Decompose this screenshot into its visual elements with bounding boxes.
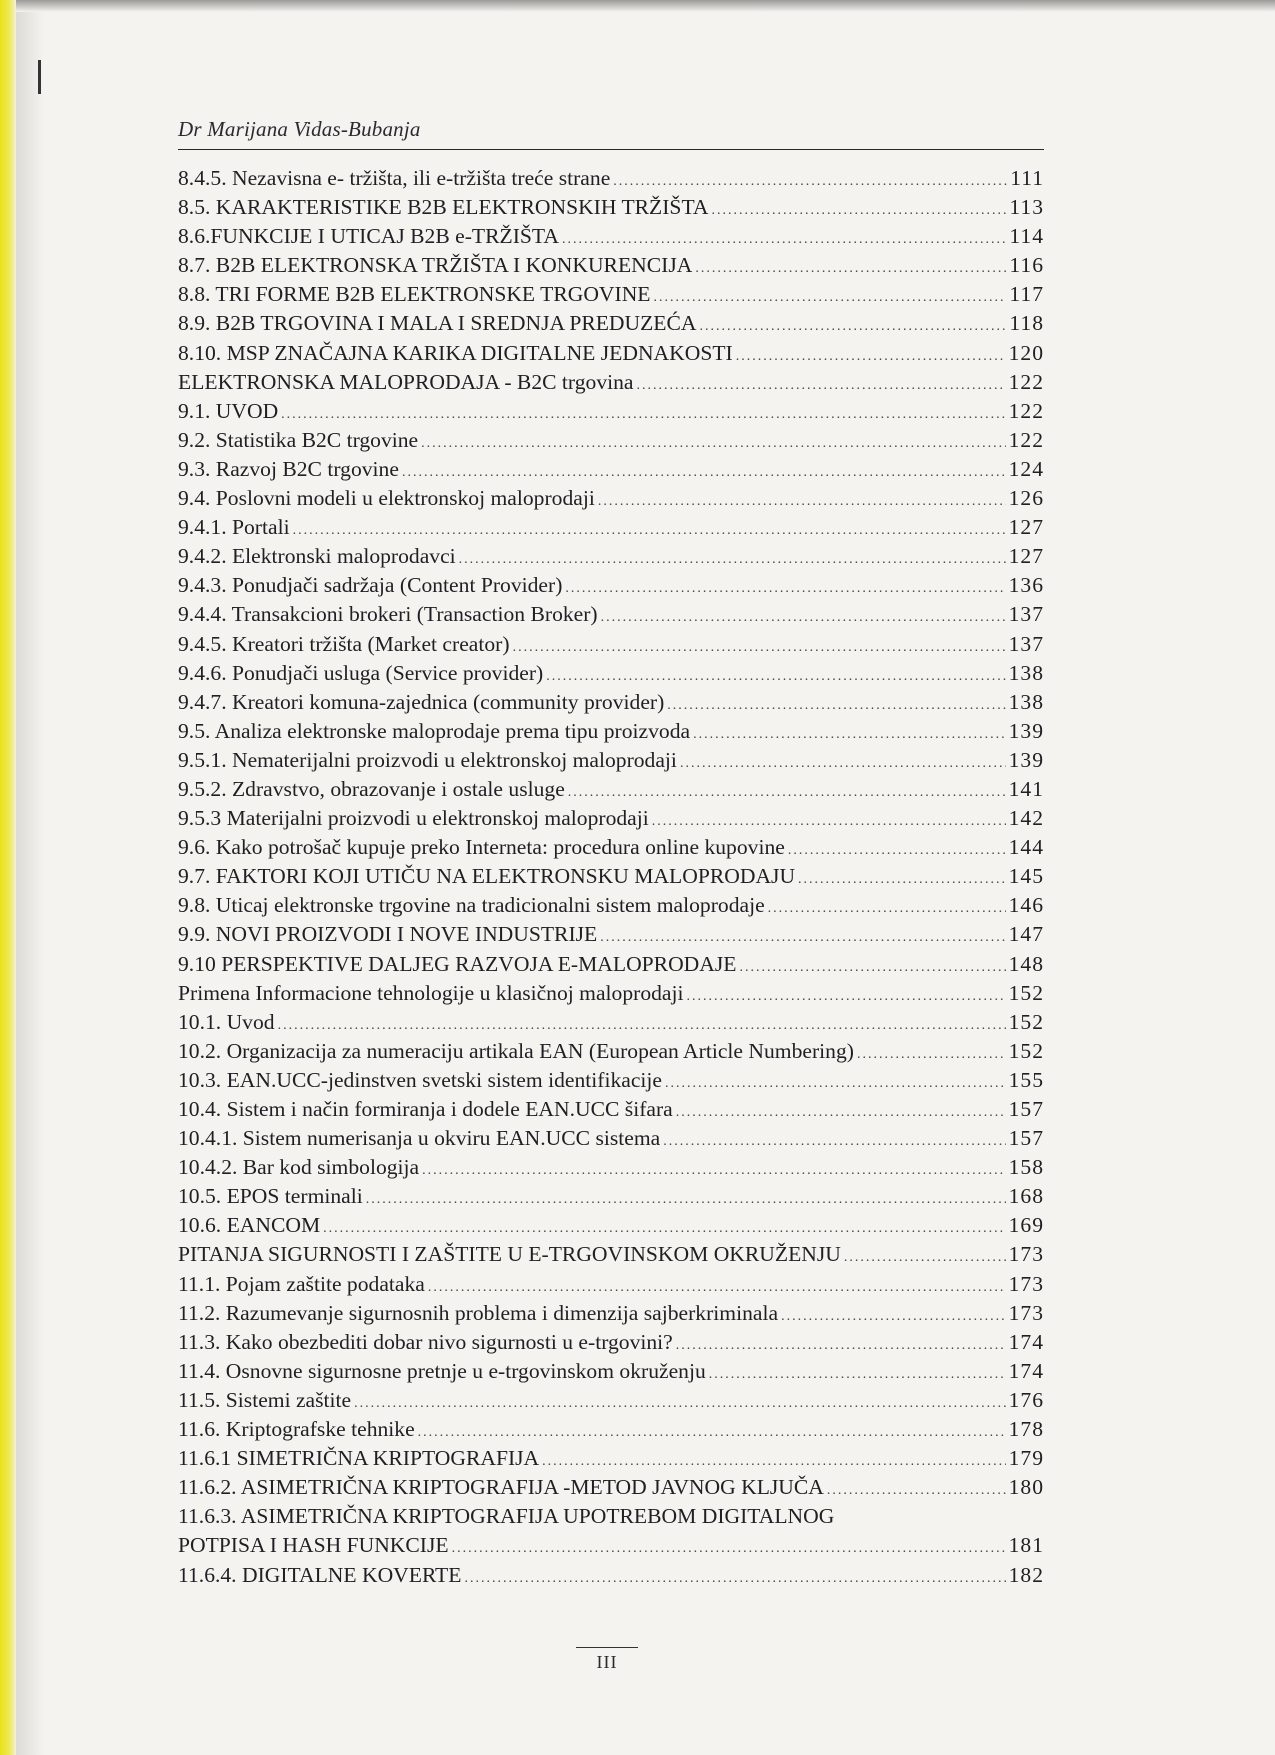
dot-leader bbox=[323, 1211, 1005, 1243]
dot-leader bbox=[663, 1124, 1005, 1156]
toc-entry bbox=[178, 891, 1044, 920]
toc-entry-page: 179 bbox=[1008, 1446, 1044, 1471]
dot-leader bbox=[600, 920, 1005, 952]
header-author: Dr Marijana Vidas-Bubanja bbox=[178, 117, 421, 141]
running-header bbox=[178, 115, 1044, 150]
dot-leader bbox=[680, 746, 1006, 778]
toc-entry-page: 173 bbox=[1008, 1300, 1044, 1325]
toc-entry-title: 8.5. KARAKTERISTIKE B2B ELEKTRONSKIH TRŽIŠTA bbox=[178, 195, 709, 220]
toc-entry-title: 10.4.2. Bar kod simbologija bbox=[178, 1155, 420, 1180]
dot-leader bbox=[513, 630, 1006, 662]
toc-entry bbox=[178, 950, 1044, 979]
toc-entry-page: 118 bbox=[1009, 311, 1044, 336]
binding-shadow bbox=[16, 12, 44, 1755]
toc-entry bbox=[178, 688, 1044, 717]
toc-entry-title: 11.6.1 SIMETRIČNA KRIPTOGRAFIJA bbox=[178, 1446, 540, 1471]
toc-entry bbox=[178, 862, 1044, 891]
toc-entry-title: 9.3. Razvoj B2C trgovine bbox=[178, 456, 399, 481]
dot-leader bbox=[695, 251, 1006, 283]
dot-leader bbox=[613, 164, 1007, 196]
toc-entry-title: 10.2. Organizacija za numeraciju artikala EAN (European Article Numbering) bbox=[178, 1038, 854, 1063]
toc-entry bbox=[178, 1066, 1044, 1095]
toc-entry bbox=[178, 1008, 1044, 1037]
dot-leader bbox=[421, 426, 1005, 458]
yellow-edge-strip bbox=[0, 0, 16, 1755]
toc-entry bbox=[178, 1153, 1044, 1182]
toc-entry-title: 9.4.4. Transakcioni brokeri (Transaction Broker) bbox=[178, 602, 598, 627]
toc-entry-page: 152 bbox=[1008, 1009, 1044, 1034]
toc-entry bbox=[178, 746, 1044, 775]
dot-leader bbox=[788, 833, 1006, 865]
toc-entry bbox=[178, 513, 1044, 542]
toc-entry-page: 138 bbox=[1008, 689, 1044, 714]
toc-entry-title: 10.6. EANCOM bbox=[178, 1213, 321, 1238]
toc-entry-title: 10.1. Uvod bbox=[178, 1009, 275, 1034]
toc-entry bbox=[178, 164, 1044, 193]
toc-entry-page: 178 bbox=[1008, 1417, 1044, 1442]
toc-entry-page: 138 bbox=[1008, 660, 1044, 685]
toc-entry-page: 139 bbox=[1008, 747, 1044, 772]
toc-entry-title: 8.8. TRI FORME B2B ELEKTRONSKE TRGOVINE bbox=[178, 282, 651, 307]
dot-leader bbox=[844, 1240, 1006, 1272]
dot-leader bbox=[542, 1444, 1005, 1476]
table-of-contents bbox=[178, 164, 1044, 1590]
toc-entry bbox=[178, 571, 1044, 600]
dot-leader bbox=[546, 659, 1005, 691]
toc-entry-page: 174 bbox=[1008, 1358, 1044, 1383]
dot-leader bbox=[709, 1357, 1006, 1389]
toc-entry-page: 113 bbox=[1009, 195, 1044, 220]
toc-entry-title: 9.8. Uticaj elektronske trgovine na tradicionalni sistem maloprodaje bbox=[178, 893, 765, 918]
toc-entry bbox=[178, 833, 1044, 862]
toc-entry-page: 141 bbox=[1008, 776, 1044, 801]
page-number: III bbox=[596, 1652, 618, 1672]
dot-leader bbox=[857, 1037, 1006, 1069]
dot-leader bbox=[418, 1415, 1006, 1447]
toc-entry-page: 147 bbox=[1008, 922, 1044, 947]
toc-entry-title: 9.6. Kako potrošač kupuje preko Interneta: procedura online kupovine bbox=[178, 835, 785, 860]
toc-entry-page: 117 bbox=[1009, 282, 1044, 307]
dot-leader bbox=[676, 1095, 1006, 1127]
toc-entry-page: 182 bbox=[1008, 1562, 1044, 1587]
toc-entry-page: 142 bbox=[1008, 806, 1044, 831]
dot-leader bbox=[676, 1328, 1006, 1360]
dot-leader bbox=[781, 1299, 1006, 1331]
dot-leader bbox=[736, 339, 1006, 371]
dot-leader bbox=[598, 484, 1006, 516]
footer-rule bbox=[576, 1647, 638, 1648]
toc-entry-page: 137 bbox=[1008, 602, 1044, 627]
dot-leader bbox=[667, 688, 1005, 720]
dot-leader bbox=[562, 222, 1006, 254]
toc-entry-title: 9.2. Statistika B2C trgovine bbox=[178, 427, 419, 452]
toc-entry-page: 137 bbox=[1008, 631, 1044, 656]
toc-entry-title: 10.3. EAN.UCC-jedinstven svetski sistem identifikacije bbox=[178, 1067, 662, 1092]
toc-entry-page: 158 bbox=[1008, 1155, 1044, 1180]
toc-entry-title: 8.6.FUNKCIJE I UTICAJ B2B e-TRŽIŠTA bbox=[178, 224, 559, 249]
toc-entry-page: 169 bbox=[1008, 1213, 1044, 1238]
dot-leader bbox=[693, 717, 1006, 749]
toc-entry-page: 181 bbox=[1008, 1533, 1044, 1558]
toc-entry-title: 8.7. B2B ELEKTRONSKA TRŽIŠTA I KONKURENCIJA bbox=[178, 253, 693, 278]
toc-entry-title: 9.7. FAKTORI KOJI UTIČU NA ELEKTRONSKU MALOPRODAJU bbox=[178, 864, 796, 889]
toc-entry-page: 152 bbox=[1008, 980, 1044, 1005]
toc-entry-page: 136 bbox=[1008, 573, 1044, 598]
toc-entry-title: Primena Informacione tehnologije u klasičnoj maloprodaji bbox=[178, 980, 684, 1005]
dot-leader bbox=[665, 1066, 1006, 1098]
toc-entry bbox=[178, 368, 1044, 397]
toc-entry bbox=[178, 659, 1044, 688]
toc-entry bbox=[178, 484, 1044, 513]
toc-entry-title: 11.4. Osnovne sigurnosne pretnje u e-trgovinskom okruženju bbox=[178, 1358, 706, 1383]
toc-entry-title: 9.4.3. Ponudjači sadržaja (Content Provider) bbox=[178, 573, 563, 598]
toc-entry bbox=[178, 717, 1044, 746]
toc-entry-title: 8.9. B2B TRGOVINA I MALA I SREDNJA PREDUZEĆA bbox=[178, 311, 697, 336]
toc-entry bbox=[178, 1095, 1044, 1124]
toc-entry bbox=[178, 1386, 1044, 1415]
toc-entry-title: 9.5.2. Zdravstvo, obrazovanje i ostale usluge bbox=[178, 776, 565, 801]
toc-entry bbox=[178, 455, 1044, 484]
toc-entry-title: POTPISA I HASH FUNKCIJE bbox=[178, 1533, 449, 1558]
dot-leader bbox=[354, 1386, 1005, 1418]
toc-entry-page: 176 bbox=[1008, 1387, 1044, 1412]
toc-entry-title: 11.6.2. ASIMETRIČNA KRIPTOGRAFIJA -METOD JAVNOG KLJUČA bbox=[178, 1475, 824, 1500]
toc-entry-title: 9.4.2. Elektronski maloprodavci bbox=[178, 544, 456, 569]
toc-entry bbox=[178, 600, 1044, 629]
toc-entry bbox=[178, 193, 1044, 222]
toc-entry bbox=[178, 1357, 1044, 1386]
binding-mark bbox=[38, 60, 41, 94]
dot-leader bbox=[366, 1182, 1006, 1214]
toc-entry-page: 120 bbox=[1008, 340, 1044, 365]
dot-leader bbox=[739, 950, 1005, 982]
toc-entry-page: 124 bbox=[1008, 456, 1044, 481]
toc-entry bbox=[178, 1270, 1044, 1299]
toc-entry bbox=[178, 630, 1044, 659]
toc-entry bbox=[178, 1328, 1044, 1357]
toc-entry-title: 11.3. Kako obezbediti dobar nivo sigurnosti u e-trgovini? bbox=[178, 1329, 673, 1354]
toc-entry bbox=[178, 1037, 1044, 1066]
dot-leader bbox=[768, 891, 1006, 923]
toc-entry-title: 11.1. Pojam zaštite podataka bbox=[178, 1271, 425, 1296]
dot-leader bbox=[452, 1531, 1006, 1563]
toc-entry-page: 152 bbox=[1008, 1038, 1044, 1063]
toc-entry-page: 174 bbox=[1008, 1329, 1044, 1354]
toc-entry bbox=[178, 979, 1044, 1008]
toc-entry-page: 168 bbox=[1008, 1184, 1044, 1209]
toc-entry bbox=[178, 542, 1044, 571]
toc-entry bbox=[178, 1182, 1044, 1211]
toc-entry-page: 122 bbox=[1008, 369, 1044, 394]
toc-entry bbox=[178, 339, 1044, 368]
toc-entry-title: 11.2. Razumevanje sigurnosnih problema i dimenzija sajberkriminala bbox=[178, 1300, 779, 1325]
toc-entry-title: 10.5. EPOS terminali bbox=[178, 1184, 363, 1209]
toc-entry bbox=[178, 804, 1044, 833]
toc-entry-page: 157 bbox=[1008, 1126, 1044, 1151]
toc-entry-title: 11.6.3. ASIMETRIČNA KRIPTOGRAFIJA UPOTREBOM DIGITALNOG bbox=[178, 1504, 835, 1529]
toc-entry-page: 127 bbox=[1008, 544, 1044, 569]
toc-entry bbox=[178, 775, 1044, 804]
dot-leader bbox=[422, 1153, 1005, 1185]
dot-leader bbox=[653, 280, 1006, 312]
toc-entry-title: 9.5. Analiza elektronske maloprodaje prema tipu proizvoda bbox=[178, 718, 691, 743]
dot-leader bbox=[601, 600, 1006, 632]
toc-entry-page: 173 bbox=[1008, 1271, 1044, 1296]
dot-leader bbox=[637, 368, 1006, 400]
toc-entry bbox=[178, 1211, 1044, 1240]
toc-entry-page: 139 bbox=[1008, 718, 1044, 743]
toc-entry bbox=[178, 309, 1044, 338]
toc-entry-title: 9.4.1. Portali bbox=[178, 515, 290, 540]
dot-leader bbox=[700, 309, 1007, 341]
toc-entry-title: 11.5. Sistemi zaštite bbox=[178, 1387, 352, 1412]
toc-entry-title: 9.9. NOVI PROIZVODI I NOVE INDUSTRIJE bbox=[178, 922, 598, 947]
dot-leader bbox=[568, 775, 1006, 807]
toc-entry-page: 122 bbox=[1008, 427, 1044, 452]
toc-entry bbox=[178, 1502, 1044, 1560]
dot-leader bbox=[652, 804, 1006, 836]
toc-entry-title: 10.4. Sistem i način formiranja i dodele EAN.UCC šifara bbox=[178, 1097, 673, 1121]
toc-entry-page: 146 bbox=[1008, 893, 1044, 918]
toc-entry-page: 116 bbox=[1009, 253, 1044, 278]
toc-entry bbox=[178, 426, 1044, 455]
toc-entry-title: 9.1. UVOD bbox=[178, 398, 279, 423]
toc-entry-title: 9.5.1. Nematerijalni proizvodi u elektronskoj maloprodaji bbox=[178, 747, 677, 772]
toc-entry bbox=[178, 920, 1044, 949]
toc-entry-title: 9.4.5. Kreatori tržišta (Market creator) bbox=[178, 631, 510, 656]
dot-leader bbox=[293, 513, 1006, 545]
toc-entry bbox=[178, 1415, 1044, 1444]
toc-entry-page: 157 bbox=[1008, 1097, 1044, 1121]
toc-entry bbox=[178, 397, 1044, 426]
toc-entry-page: 111 bbox=[1010, 166, 1044, 190]
toc-entry bbox=[178, 251, 1044, 280]
toc-entry-title: 9.4. Poslovni modeli u elektronskoj maloprodaji bbox=[178, 486, 595, 511]
toc-entry-page: 126 bbox=[1008, 486, 1044, 511]
toc-entry-title: ELEKTRONSKA MALOPRODAJA - B2C trgovina bbox=[178, 369, 634, 394]
toc-entry-title: 8.4.5. Nezavisna e- tržišta, ili e-tržišta treće strane bbox=[178, 166, 611, 190]
toc-entry-page: 148 bbox=[1008, 951, 1044, 976]
toc-entry bbox=[178, 280, 1044, 309]
toc-entry bbox=[178, 1124, 1044, 1153]
dot-leader bbox=[687, 979, 1006, 1011]
toc-entry-page: 173 bbox=[1008, 1242, 1044, 1267]
toc-entry-title: 9.4.6. Ponudjači usluga (Service provider) bbox=[178, 660, 544, 685]
toc-entry-page: 122 bbox=[1008, 398, 1044, 423]
toc-entry bbox=[178, 1240, 1044, 1269]
dot-leader bbox=[565, 571, 1005, 603]
toc-entry-title: 9.5.3 Materijalni proizvodi u elektronskoj maloprodaji bbox=[178, 806, 649, 831]
dot-leader bbox=[278, 1008, 1006, 1040]
toc-entry bbox=[178, 1561, 1044, 1590]
toc-entry-title: 10.4.1. Sistem numerisanja u okviru EAN.UCC sistema bbox=[178, 1126, 661, 1151]
dot-leader bbox=[459, 542, 1006, 574]
toc-entry-page: 144 bbox=[1008, 835, 1044, 860]
toc-entry-title: 8.10. MSP ZNAČAJNA KARIKA DIGITALNE JEDNAKOSTI bbox=[178, 340, 733, 365]
dot-leader bbox=[402, 455, 1006, 487]
toc-entry-page: 180 bbox=[1008, 1475, 1044, 1500]
dot-leader bbox=[281, 397, 1005, 429]
toc-entry-page: 145 bbox=[1008, 864, 1044, 889]
dot-leader bbox=[798, 862, 1006, 894]
dot-leader bbox=[428, 1270, 1006, 1302]
toc-entry-title: 11.6.4. DIGITALNE KOVERTE bbox=[178, 1562, 462, 1587]
toc-entry-page: 114 bbox=[1009, 224, 1044, 249]
toc-entry bbox=[178, 1473, 1044, 1502]
toc-entry-page: 127 bbox=[1008, 515, 1044, 540]
scan-top-shadow bbox=[16, 0, 1275, 12]
toc-entry bbox=[178, 1299, 1044, 1328]
toc-entry-page: 155 bbox=[1008, 1067, 1044, 1092]
toc-entry-title: PITANJA SIGURNOSTI I ZAŠTITE U E-TRGOVINSKOM OKRUŽENJU bbox=[178, 1242, 841, 1267]
dot-leader bbox=[712, 193, 1007, 225]
dot-leader bbox=[827, 1473, 1006, 1505]
toc-entry-title: 11.6. Kriptografske tehnike bbox=[178, 1417, 415, 1442]
toc-entry bbox=[178, 222, 1044, 251]
toc-entry-title: 9.4.7. Kreatori komuna-zajednica (community provider) bbox=[178, 689, 665, 714]
toc-entry-title: 9.10 PERSPEKTIVE DALJEG RAZVOJA E-MALOPRODAJE bbox=[178, 951, 737, 976]
dot-leader bbox=[464, 1561, 1005, 1593]
toc-entry bbox=[178, 1444, 1044, 1473]
